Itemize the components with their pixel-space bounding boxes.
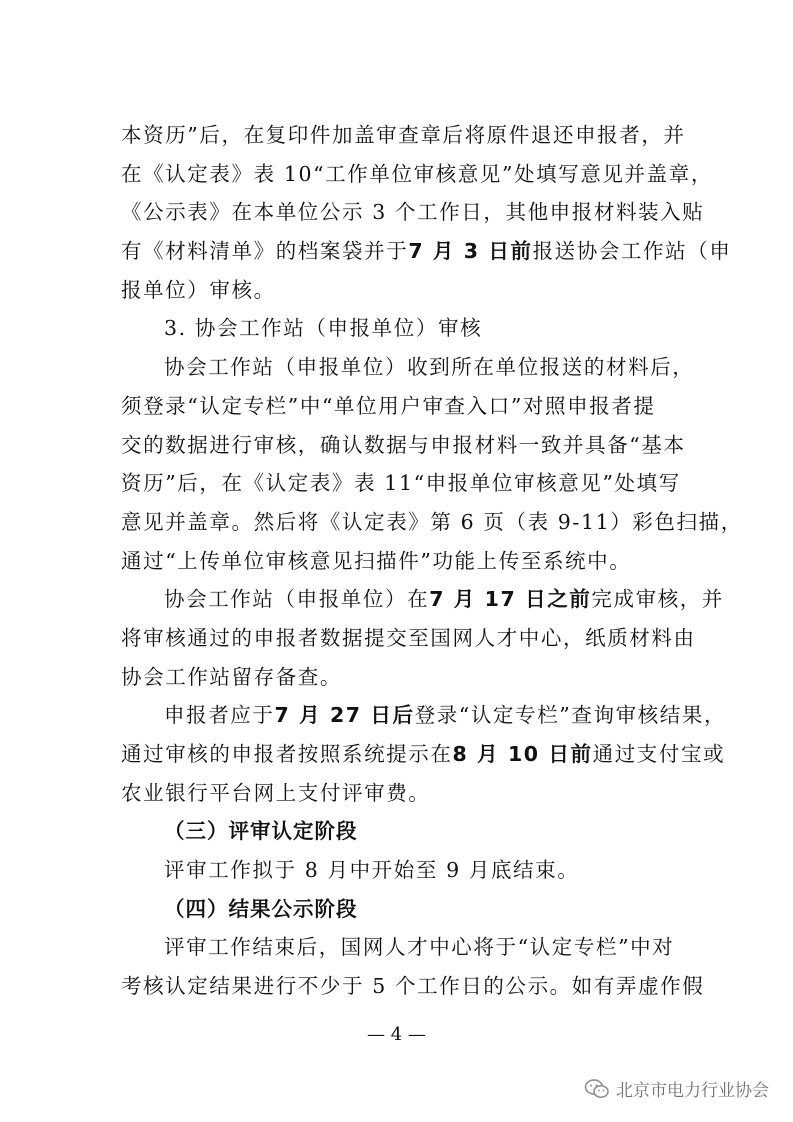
section-heading [121, 890, 677, 929]
page-number: — 4 — [367, 1024, 426, 1045]
watermark [584, 1076, 769, 1101]
text-line [121, 774, 677, 813]
line-segment: 通过审核的申报者按照系统提示在 [121, 742, 453, 766]
line-segment: 《公示表》在本单位公示 3 个工作日，其他申报材料装入贴 [121, 200, 705, 225]
line-segment: 登录“认定专栏”查询审核结果， [414, 703, 727, 728]
text-line [121, 696, 727, 735]
bold-date-text: 8 月 10 日前 [452, 742, 593, 766]
bold-date-text: （四）结果公示阶段 [164, 896, 358, 921]
document-body [121, 116, 743, 1006]
bold-date-text: 7 月 3 日前 [408, 239, 533, 264]
text-line [121, 426, 686, 465]
section-heading [121, 812, 677, 851]
line-segment: 完成审核，并 [591, 587, 725, 612]
line-segment: 协会工作站留存备查。 [121, 664, 342, 689]
bold-date-text: （三）评审认定阶段 [164, 819, 358, 844]
line-segment: 交的数据进行审核，确认数据与申报材料一致并具备“基本 [121, 432, 686, 457]
text-line [121, 348, 695, 387]
line-segment: 将审核通过的申报者数据提交至国网人才中心，纸质材料由 [121, 625, 696, 650]
line-segment: 通过“上传单位审核意见扫描件”功能上传至系统中。 [121, 548, 632, 573]
line-segment: 通过支付宝或 [592, 742, 726, 766]
text-line [121, 928, 677, 967]
line-segment: 评审工作结束后，国网人才中心将于“认定专栏”中对 [164, 935, 675, 960]
line-segment: 协会工作站（申报单位）收到所在单位报送的材料后， [164, 355, 695, 380]
line-segment: 申报者应于 [164, 703, 275, 728]
line-segment: 评审工作拟于 8 月中开始至 9 月底结束。 [164, 858, 580, 883]
text-line [121, 542, 677, 581]
bold-date-text: 7 月 17 日之前 [429, 587, 592, 612]
line-segment: 协会工作站（申报单位）在 [164, 587, 430, 612]
line-segment: 考核认定结果进行不少于 5 个工作日的公示。如有弄虚作假 [121, 974, 705, 999]
text-line [121, 155, 713, 194]
text-line [121, 309, 677, 348]
text-line [121, 193, 705, 232]
text-line [121, 967, 705, 1006]
text-line [121, 580, 725, 619]
text-line [121, 658, 677, 697]
line-segment: 本资历”后，在复印件加盖审查章后将原件退还申报者，并 [121, 123, 686, 147]
watermark-text: 北京市电力行业协会 [616, 1081, 769, 1101]
line-segment: 农业银行平台网上支付评审费。 [121, 780, 431, 805]
wechat-icon [584, 1078, 610, 1100]
text-line [121, 387, 677, 426]
line-segment: 有《材料清单》的档案袋并于 [121, 239, 409, 264]
text-line [121, 464, 681, 503]
line-segment: 资历”后，在《认定表》表 11“申报单位审核意见”处填写 [121, 471, 681, 496]
bold-date-text: 7 月 27 日后 [274, 703, 415, 728]
line-segment: 在《认定表》表 10“工作单位审核意见”处填写意见并盖章， [121, 161, 713, 186]
text-line [121, 851, 677, 890]
line-segment: 报单位）审核。 [121, 277, 276, 302]
text-line [121, 116, 686, 155]
text-line [121, 619, 696, 658]
line-segment: 须登录“认定专栏”中“单位用户审查入口”对照申报者提 [121, 393, 656, 418]
text-line [121, 271, 677, 310]
text-line [121, 232, 732, 271]
text-line [121, 735, 726, 774]
line-segment: 意见并盖章。然后将《认定表》第 6 页（表 9-11）彩色扫描， [121, 509, 743, 534]
text-line [121, 503, 743, 542]
line-segment: 报送协会工作站（申 [532, 239, 732, 264]
line-segment: 3. 协会工作站（申报单位）审核 [164, 316, 483, 341]
